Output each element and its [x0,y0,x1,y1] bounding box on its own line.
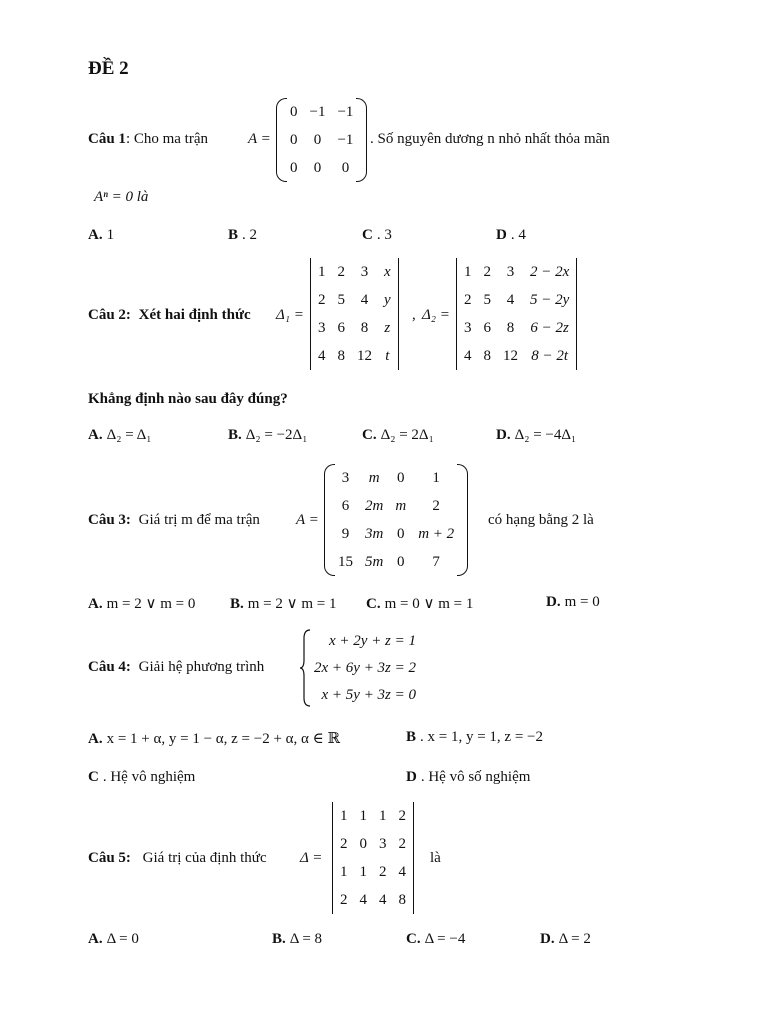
answer-key: C. [406,931,421,947]
matrix-cell: 6 [337,319,345,336]
matrix-cell: 2 [340,891,348,908]
matrix-cell: 1 [340,807,348,824]
matrix-cell: 0 [397,469,405,486]
matrix-cell: 12 [503,347,518,364]
matrix-cell: 1 [379,807,387,824]
answer-key: C. [366,596,381,612]
matrix-cell: 4 [359,891,367,908]
answer-value: Δ = 0 [106,931,139,947]
matrix-row [312,342,397,370]
q1-matrix [276,98,367,187]
answer-value: . x = 1, y = 1, z = −2 [420,729,544,745]
answer-value: x = 1 + α, y = 1 − α, z = −2 + α, α ∈ ℝ [106,731,340,747]
matrix-cell: 2 [464,291,472,308]
page-title: ĐỀ 2 [88,58,129,79]
equation: 2x + 6y + 3z = 2 [314,660,417,676]
matrix-cell: z [384,319,391,336]
matrix-cell: −1 [337,131,354,148]
answer-key: D. [496,427,511,443]
answer-option[interactable] [228,427,307,444]
matrix-cell: 2 [340,835,348,852]
q2-stem [88,307,251,324]
matrix-row [334,858,412,886]
q3-stem [88,512,260,529]
answer-key: B. [228,427,242,443]
matrix-cell: 1 [464,263,472,280]
matrix-cell: 4 [464,347,472,364]
matrix-cell: 0 [397,525,405,542]
answer-value: m = 2 ∨ m = 0 [106,596,196,612]
matrix-cell: 7 [432,553,440,570]
q1-line2: Aⁿ = 0 là [94,189,149,205]
answer-option[interactable] [496,227,526,244]
answer-key: A. [88,427,103,443]
answer-option[interactable] [228,227,257,244]
matrix-cell: 5 [337,291,345,308]
matrix-row [458,314,575,342]
matrix-cell: 8 [360,319,369,336]
matrix-row [284,126,359,154]
q1-stem [88,131,208,148]
q2-sep: , [412,307,416,323]
answer-value: Δ = 8 [289,931,323,947]
matrix-cell: 2 [432,497,440,514]
matrix-cell: 0 [359,835,367,852]
answer-option[interactable] [362,227,392,244]
q1-text: : Cho ma trận [125,131,209,147]
q4-label: Câu 4: [88,659,131,675]
matrix-cell: 0 [313,159,322,176]
matrix-cell: 8 [337,347,345,364]
answer-option[interactable] [88,729,340,748]
matrix-cell: 2 [398,835,406,852]
answer-value: m = 0 ∨ m = 1 [384,596,474,612]
matrix-cell: 0 [313,131,322,148]
matrix-cell: t [385,347,390,364]
answer-value: 1 [106,227,115,243]
q3-matrix-name: A = [296,512,319,528]
q5-label: Câu 5: [88,850,131,866]
answer-key: D. [546,594,561,610]
matrix-cell: y [384,291,391,308]
answer-option[interactable] [546,594,600,611]
matrix-cell: −1 [309,103,326,120]
answer-key: C [362,227,373,243]
answer-key: A. [88,931,103,947]
answer-option[interactable] [88,227,114,244]
matrix-cell: 2 [483,263,491,280]
matrix-row [458,258,575,286]
q5-det [332,802,414,919]
matrix-cell: 4 [398,863,406,880]
answer-key: B [406,729,417,745]
answer-key: A. [88,731,103,747]
answer-option[interactable] [366,594,473,613]
q4-text: Giải hệ phương trình [138,659,265,675]
answer-value: Δ₂ = 2Δ₁ [380,427,434,443]
answer-key: A. [88,227,103,243]
matrix-cell: 5 [483,291,491,308]
answer-key: B. [230,596,244,612]
matrix-cell: 4 [506,291,515,308]
matrix-cell: 0 [397,553,405,570]
answer-value: . Hệ vô nghiệm [102,769,196,785]
answer-key: D [406,769,417,785]
answer-key: B [228,227,239,243]
matrix-cell: 3 [506,263,515,280]
matrix-row [284,98,359,126]
q3-text: Giá trị m để ma trận [138,512,260,528]
q2-label: Câu 2: [88,307,131,323]
matrix-row [334,830,412,858]
matrix-row [334,802,412,830]
answer-value: . 4 [510,227,526,243]
matrix-row [458,342,575,370]
matrix-cell: 8 [483,347,491,364]
q5-stem [88,850,267,867]
answer-option[interactable] [362,427,434,444]
answer-key: C [88,769,99,785]
q2-d2-name: Δ₂ = [422,307,450,323]
matrix-cell: 2 [379,863,387,880]
matrix-cell: 5m [365,553,384,570]
matrix-cell: 9 [341,525,350,542]
equation: x + 2y + z = 1 [329,633,417,649]
q2-det2 [456,258,577,375]
answer-option[interactable] [272,931,322,948]
matrix-cell: 8 [506,319,515,336]
q1-text-after: . Số nguyên dương n nhỏ nhất thỏa mãn [370,131,610,147]
answer-value: Δ₂ = Δ₁ [106,427,152,443]
answer-option[interactable] [88,769,195,786]
matrix-cell: 3 [318,319,326,336]
matrix-cell: 1 [432,469,440,486]
matrix-cell: 1 [340,863,348,880]
q2-question: Khẳng định nào sau đây đúng? [88,391,288,407]
q5-text-after: là [430,850,441,866]
answer-value: m = 0 [564,594,600,610]
matrix-cell: m [395,497,407,514]
q2-text: Xét hai định thức [138,307,251,323]
matrix-row [312,286,397,314]
answer-key: D [496,227,507,243]
answer-option[interactable] [88,594,195,613]
answer-key: D. [540,931,555,947]
matrix-row [312,258,397,286]
matrix-cell: 4 [318,347,326,364]
answer-value: Δ = −4 [424,931,466,947]
matrix-row [332,520,460,548]
q3-label: Câu 3: [88,512,131,528]
matrix-cell: 2 [337,263,345,280]
answer-key: A. [88,596,103,612]
matrix-cell: 2 [318,291,326,308]
matrix-cell: 0 [290,131,298,148]
matrix-cell: 0 [341,159,350,176]
matrix-cell: 8 [398,891,406,908]
matrix-cell: 3 [360,263,369,280]
matrix-row [332,492,460,520]
matrix-cell: 2 − 2x [530,263,570,280]
matrix-row [312,314,397,342]
answer-key: B. [272,931,286,947]
matrix-cell: 6 − 2z [530,319,569,336]
equation: x + 5y + 3z = 0 [321,687,417,703]
matrix-cell: 3 [464,319,472,336]
matrix-cell: 4 [379,891,387,908]
answer-value: m = 2 ∨ m = 1 [247,596,337,612]
matrix-cell: 0 [290,159,298,176]
matrix-cell: 1 [359,807,367,824]
matrix-cell: 12 [357,347,372,364]
matrix-cell: 0 [290,103,298,120]
matrix-cell: 1 [318,263,326,280]
q2-det1 [310,258,399,375]
answer-value: . Hệ vô số nghiệm [420,769,531,785]
matrix-row [458,286,575,314]
matrix-cell: 1 [359,863,367,880]
matrix-cell: 15 [338,553,353,570]
answer-key: C. [362,427,377,443]
matrix-cell: 3m [365,525,384,542]
matrix-cell: 2 [398,807,406,824]
matrix-row [334,886,412,914]
answer-option[interactable] [230,594,337,613]
answer-option[interactable] [540,931,591,948]
brace-icon [300,628,312,708]
q3-matrix [324,464,468,581]
matrix-cell: x [384,263,391,280]
matrix-cell: 3 [341,469,350,486]
matrix-row [284,154,359,182]
answer-option[interactable] [88,427,151,444]
answer-value: Δ₂ = −4Δ₁ [514,427,577,443]
matrix-cell: 3 [379,835,387,852]
matrix-cell: 6 [483,319,491,336]
q1-label: Câu 1 [88,131,126,147]
answer-option[interactable] [496,427,576,444]
q5-text: Giá trị của định thức [142,850,267,866]
answer-option[interactable] [406,729,543,746]
matrix-cell: 2m [365,497,384,514]
q2-d1-name: Δ₁ = [276,307,304,323]
matrix-cell: 8 − 2t [531,347,569,364]
answer-value: . 2 [242,227,258,243]
matrix-cell: m [368,469,380,486]
matrix-cell: 4 [360,291,369,308]
answer-option[interactable] [88,931,139,948]
matrix-cell: m + 2 [418,525,455,542]
answer-option[interactable] [406,931,465,948]
answer-value: . 3 [376,227,392,243]
answer-option[interactable] [406,769,530,786]
matrix-cell: 6 [341,497,350,514]
q1-matrix-name: A = [248,131,271,147]
q5-det-name: Δ = [300,850,323,866]
matrix-cell: 5 − 2y [530,291,570,308]
matrix-cell: −1 [337,103,354,120]
q4-stem [88,659,264,676]
matrix-row [332,464,460,492]
answer-value: Δ₂ = −2Δ₁ [245,427,308,443]
matrix-row [332,548,460,576]
q3-text-after: có hạng bằng 2 là [488,512,594,528]
answer-value: Δ = 2 [558,931,591,947]
